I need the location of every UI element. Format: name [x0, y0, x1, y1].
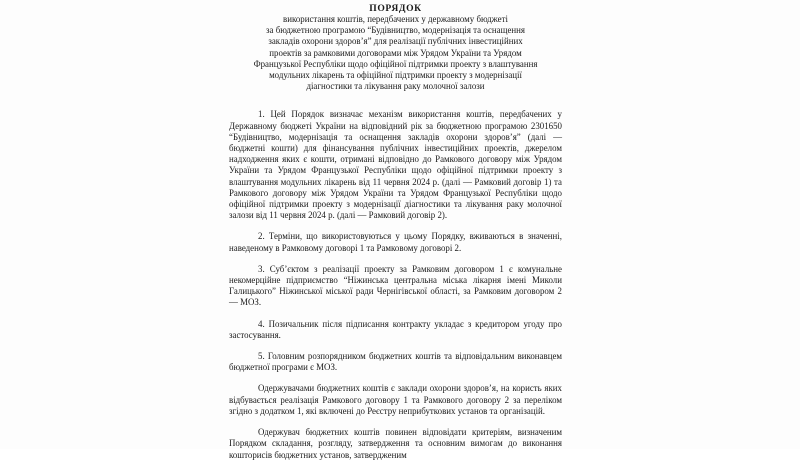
document-body	[229, 0, 562, 461]
subtitle-line: використання коштів, передбачених у державному бюджеті	[283, 14, 508, 24]
subtitle-line: діагностики та лікування раку молочної залози	[306, 81, 485, 92]
paragraph-3: 3. Суб’єктом з реалізації проекту за Рамковим договором 1 є комунальне некомерційне підприємство “Ніжинська центральна міська лікарня імені Миколи Галицького” Ніжинської міської ради Чернігівської області, за Рамковим договором 2 — МОЗ.	[229, 263, 562, 308]
paragraph-recipients: Одержувачами бюджетних коштів є заклади охорони здоров’я, на користь яких відбувається реалізація Рамкового договору 1 та Рамкового договору 2 за переліком згідно з додатком 1, які включені до Реєстру неприбуткових установ та організацій.	[229, 383, 562, 416]
paragraph-5: 5. Головним розпорядником бюджетних коштів та відповідальним виконавцем бюджетної програми є МОЗ.	[229, 351, 562, 373]
subtitle-line: за бюджетною програмою “Будівництво, модернізація та оснащення	[266, 25, 525, 36]
subtitle-line: модульних лікарень та офіційної підтримки проекту з модернізації	[269, 70, 522, 81]
subtitle-line: Французької Республіки щодо офіційної підтримки проекту з влаштування	[253, 58, 538, 69]
subtitle-line: закладів охорони здоров’я” для реалізації публічних інвестиційних	[268, 36, 523, 47]
paragraph-criteria: Одержувач бюджетних коштів повинен відповідати критеріям, визначеним Порядком складання, розгляду, затвердження та основним вимогам до виконання кошторисів бюджетних установ, затвердженим	[229, 427, 562, 460]
paragraph-2: 2. Терміни, що використовуються у цьому Порядку, вживаються в значенні, наведеному в Рамковому договорі 1 та Рамковому договорі 2.	[229, 231, 562, 253]
paragraph-4: 4. Позичальник після підписання контракту укладає з кредитором угоду про застосування.	[229, 318, 562, 340]
subtitle-line: проектів за рамковими договорами між Урядом України та Урядом	[269, 47, 522, 58]
document-subtitle	[229, 14, 562, 92]
paragraph-1: 1. Цей Порядок визначає механізм використання коштів, передбачених у Державному бюджеті України на відповідний рік за бюджетною програмою 2301650 “Будівництво, модернізація та оснащення закладів охорони здоров’я” (далі — бюджетні кошти) для фінансування публічних інвестиційних проектів, джерелом надходження яких є кошти, отримані відповідно до Рамкового договору між Урядом України та Урядом Французької Республіки щодо офіційної підтримки проекту з влаштування модульних лікарень від 11 червня 2024 р. (далі — Рамковий договір 1) та Рамкового договору між Урядом України та Урядом Французької Республіки щодо офіційної підтримки проекту з модернізації діагностики та лікування раку молочної залози від 11 червня 2024 р. (далі — Рамковий договір 2).	[229, 109, 562, 221]
document-title: ПОРЯДОК	[369, 3, 422, 14]
